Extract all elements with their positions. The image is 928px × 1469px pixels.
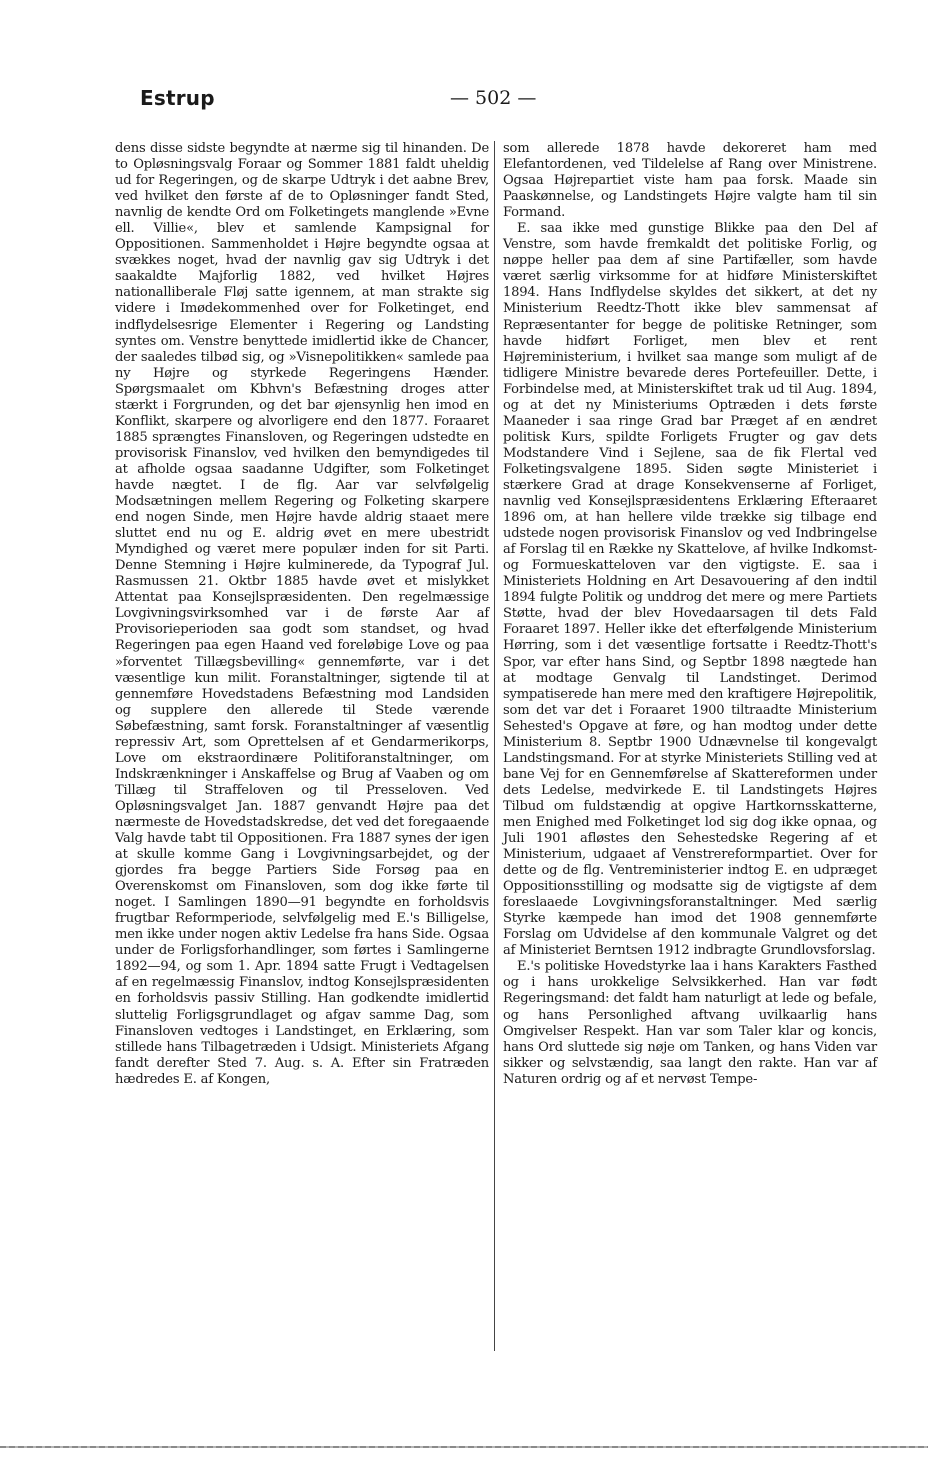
running-head-title: Estrup bbox=[140, 86, 215, 110]
page-header bbox=[140, 86, 875, 114]
paragraph: som allerede 1878 havde dekoreret ham med Elefantordenen, ved Tildelelse af Rang over Ministrene. Ogsaa Højrepartiet viste ham paa forsk. Maade sin Paaskønnelse, og Landstingets Højre valgte ham til sin Formand. bbox=[503, 141, 877, 221]
paragraph: E. saa ikke med gunstige Blikke paa den Del af Venstre, som havde fremkaldt det politiske Forlig, og nøppe heller paa dem af sine Partifæller, som havde været særlig virksomme for at hidføre Ministerskiftet 1894. Hans Indflydelse skyldes det sikkert, at det ny Ministerium Reedtz-Thott ikke blev sammensat af Repræsentanter for begge de politiske Retninger, som havde hidført Forliget, men blev et rent Højreministerium, i hvilket saa mange som muligt af de tidligere Ministre bevarede deres Portefeuiller. Dette, i Forbindelse med, at Ministerskiftet trak ud til Aug. 1894, og at det ny Ministeriums Optræden i dets første Maaneder i saa ringe Grad bar Præget af en ændret politisk Kurs, spildte Forligets Frugter og gav dets Modstandere Vind i Sejlene, saa de fik Flertal ved Folketingsvalgene 1895. Siden søgte Ministeriet i stærkere Grad at drage Konsekvenserne af Forliget, navnlig ved Konsejlspræsidentens Erklæring Efteraaret 1896 om, at han hellere vilde trække sig tilbage end udstede nogen provisorisk Finanslov og ved Indbringelse af Forslag til en Række ny Skattelove, af hvilke Indkomst- og Formueskatteloven var den vigtigste. E. saa i Ministeriets Holdning en Art Desavouering af den indtil 1894 fulgte Politik og unddrog det mere og mere Partiets Støtte, hvad der blev Hovedaarsagen til dets Fald Foraaret 1897. Heller ikke det efterfølgende Ministerium Hørring, som i det væsentlige fortsatte i Reedtz-Thott's Spor, var efter hans Sind, og Septbr 1898 nægtede han at modtage Genvalg til Landstinget. Derimod sympatiserede han mere med den kraftigere Højrepolitik, som det var det i Foraaret 1900 tiltraadte Ministerium Sehested's Opgave at føre, og han modtog under dette Ministerium 8. Septbr 1900 Udnævnelse til kongevalgt Landstingsmand. For at styrke Ministeriets Stilling ved at bane Vej for en Gennemførelse af Skattereformen under dets Ledelse, medvirkede E. til Landstingets Højres Tilbud om fuldstændig at opgive Hartkornsskatterne, men Enighed med Folketinget lod sig dog ikke opnaa, og Juli 1901 afløstes den Sehestedske Regering af et Ministerium, udgaaet af Venstrereformpartiet. Over for dette og de flg. Ventreministerier indtog E. en udpræget Oppositionsstilling og modsatte sig de vigtigste af dem foreslaaede Lovgivningsforanstaltninger. Med særlig Styrke kæmpede han imod det 1908 gennemførte Forslag om Udvidelse af den kommunale Valgret og det af Ministeriet Berntsen 1912 indbragte Grundlovsforslag. bbox=[503, 221, 877, 959]
right-column bbox=[503, 141, 877, 1088]
left-column bbox=[115, 141, 489, 1088]
page-number: — 502 — bbox=[450, 87, 537, 109]
paragraph: E.'s politiske Hovedstyrke laa i hans Karakters Fasthed og i hans urokkelige Selvsikkerhed. Han var født Regeringsmand: det faldt ham naturligt at lede og befale, og hans Personlighed aftvang uvilkaarlig hans Omgivelser Respekt. Han var som Taler klar og koncis, hans Ord sluttede sig nøje om Tanken, og hans Viden var sikker og selvstændig, saa langt den rakte. Han var af Naturen ordrig og af et nervøst Tempe- bbox=[503, 959, 877, 1087]
paragraph: dens disse sidste begyndte at nærme sig til hinanden. De to Opløsningsvalg Foraar og Sommer 1881 faldt uheldig ud for Regeringen, og de skarpe Udtryk i det aabne Brev, ved hvilket den første af de to Opløsninger fandt Sted, navnlig de kendte Ord om Folketingets manglende »Evne ell. Villie«, blev et samlende Kampsignal for Oppositionen. Sammenholdet i Højre begyndte ogsaa at svækkes noget, hvad der navnlig gav sig Udtryk i det saakaldte Majforlig 1882, ved hvilket Højres nationalliberale Fløj satte igennem, at man strakte sig videre i Imødekommenhed over for Folketinget, end indflydelsesrige Elementer i Regering og Landsting syntes om. Venstre benyttede imidlertid ikke de Chancer, der saaledes tilbød sig, og »Visnepolitikken« samlede paa ny Højre og styrkede Regeringens Hænder. Spørgsmaalet om Kbhvn's Befæstning droges atter stærkt i Forgrunden, og det bar øjensynlig hen imod en Konflikt, skarpere og alvorligere end den 1877. Foraaret 1885 sprængtes Finansloven, og Regeringen udstedte en provisorisk Finanslov, ved hvilken den bemyndigedes til at afholde ogsaa saadanne Udgifter, som Folketinget havde nægtet. I de flg. Aar var selvfølgelig Modsætningen mellem Regering og Folketing skarpere end nogen Sinde, men Højre havde aldrig staaet mere sluttet end nu og E. aldrig øvet en mere ubestridt Myndighed og været mere populær inden for sit Parti. Denne Stemning i Højre kulminerede, da Typograf Jul. Rasmussen 21. Oktbr 1885 havde øvet et mislykket Attentat paa Konsejlspræsidenten. Den regelmæssige Lovgivningsvirksomhed var i de første Aar af Provisorieperioden saa godt som standset, og hvad Regeringen paa egen Haand ved foreløbige Love og paa »forventet Tillægsbevilling« gennemførte, var i det væsentlige kun milit. Foranstaltninger, sigtende til at gennemføre Hovedstadens Befæstning mod Landsiden og supplere den allerede til Stede værende Søbefæstning, samt forsk. Foranstaltninger af væsentlig repressiv Art, som Oprettelsen af et Gendarmerikorps, Love om ekstraordinære Politiforanstaltninger, om Indskrænkninger i Anskaffelse og Brug af Vaaben og om Tillæg til Straffeloven og til Presseloven. Ved Opløsningsvalget Jan. 1887 genvandt Højre paa det nærmeste de Hovedstadskredse, det ved det foregaaende Valg havde tabt til Oppositionen. Fra 1887 synes der igen at skulle komme Gang i Lovgivningsarbejdet, og der gjordes fra begge Partiers Side Forsøg paa en Overenskomst om Finansloven, som dog ikke førte til noget. I Samlingen 1890—91 begyndte en forholdsvis frugtbar Reformperiode, selvfølgelig med E.'s Billigelse, men ikke under nogen aktiv Ledelse fra hans Side. Ogsaa under de Forligsforhandlinger, som førtes i Samlingerne 1892—94, og som 1. Apr. 1894 satte Frugt i Vedtagelsen af en regelmæssig Finanslov, indtog Konsejlspræsidenten en forholdsvis passiv Stilling. Han godkendte imidlertid sluttelig Forligsgrundlaget og afgav samme Dag, som Finansloven vedtoges i Landstinget, en Erklæring, som stillede hans Tilbagetræden i Udsigt. Ministeriets Afgang fandt derefter Sted 7. Aug. s. A. Efter sin Fratræden hædredes E. af Kongen, bbox=[115, 141, 489, 1087]
column-divider bbox=[494, 141, 495, 1351]
bottom-scan-edge bbox=[0, 1446, 928, 1448]
